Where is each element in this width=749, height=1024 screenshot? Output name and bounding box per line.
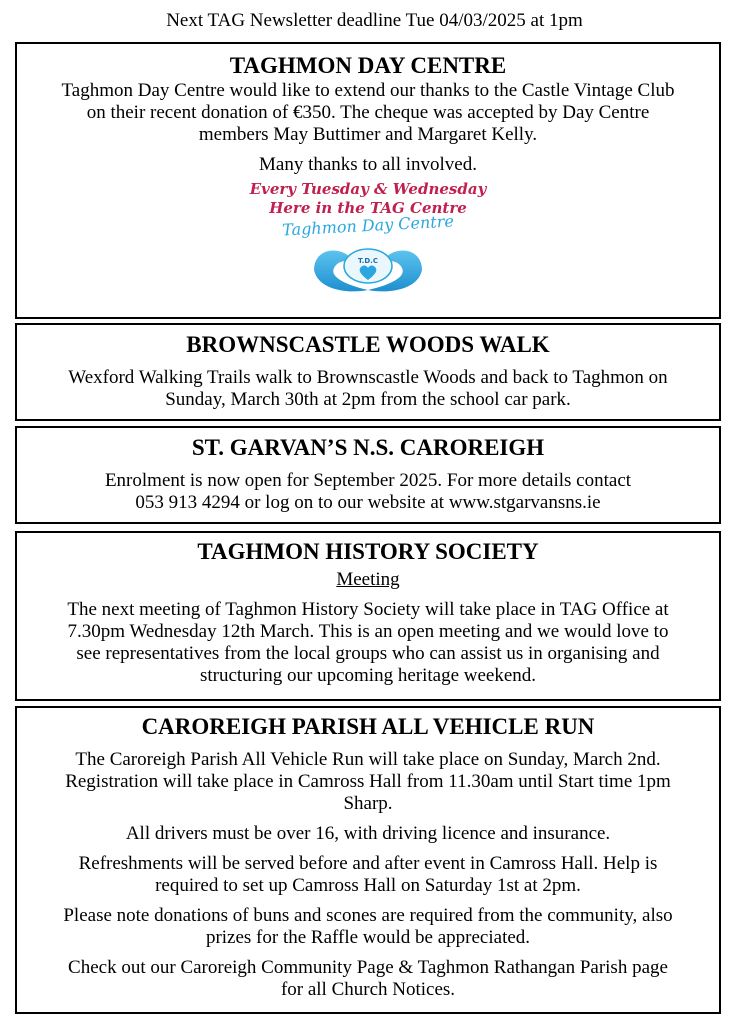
vehicle-run-section <box>15 706 721 1014</box>
vehicle-run-line: required to set up Camross Hall on Saturday 1st at 2pm. <box>155 875 581 896</box>
vehicle-run-line: Sharp. <box>343 793 393 814</box>
walk-title: BROWNSCASTLE WOODS WALK <box>186 332 550 357</box>
school-body-line: 053 913 4294 or log on to our website at www.stgarvansns.ie <box>135 492 601 513</box>
day-centre-section <box>15 42 721 319</box>
hands-heart-icon <box>308 240 428 296</box>
day-centre-body-line: on their recent donation of €350. The cheque was accepted by Day Centre <box>86 102 650 123</box>
school-title: ST. GARVAN’S N.S. CAROREIGH <box>191 435 545 460</box>
logo-line-2: Here in the TAG Centre <box>269 199 467 217</box>
history-body-line: structuring our upcoming heritage weekend. <box>199 665 537 686</box>
vehicle-run-title: CAROREIGH PARISH ALL VEHICLE RUN <box>141 714 595 739</box>
history-title: TAGHMON HISTORY SOCIETY <box>197 539 539 564</box>
history-body-line: see representatives from the local groups who can assist us in organising and <box>76 643 660 664</box>
history-body-line: The next meeting of Taghmon History Society will take place in TAG Office at <box>67 599 669 620</box>
day-centre-thanks: Many thanks to all involved. <box>259 154 477 175</box>
history-section <box>15 531 721 701</box>
school-body-line: Enrolment is now open for September 2025. For more details contact <box>104 470 632 491</box>
history-body-line: 7.30pm Wednesday 12th March. This is an open meeting and we would love to <box>67 621 669 642</box>
logo-badge: T.D.C <box>358 257 378 265</box>
walk-section <box>15 323 721 421</box>
vehicle-run-line: Check out our Caroreigh Community Page & Taghmon Rathangan Parish page <box>68 957 668 978</box>
history-subtitle: Meeting <box>336 569 400 590</box>
day-centre-body-line: Taghmon Day Centre would like to extend our thanks to the Castle Vintage Club <box>61 80 675 101</box>
logo-arc-text: Taghmon Day Centre <box>281 211 455 240</box>
logo-line-1: Every Tuesday & Wednesday <box>249 180 487 198</box>
school-section <box>15 426 721 524</box>
vehicle-run-line: Registration will take place in Camross Hall from 11.30am until Start time 1pm <box>65 771 671 792</box>
day-centre-title: TAGHMON DAY CENTRE <box>229 53 507 78</box>
vehicle-run-line: The Caroreigh Parish All Vehicle Run will take place on Sunday, March 2nd. <box>75 749 661 770</box>
walk-body-line: Wexford Walking Trails walk to Brownscastle Woods and back to Taghmon on <box>68 367 668 388</box>
vehicle-run-line: for all Church Notices. <box>280 979 456 1000</box>
vehicle-run-line: Please note donations of buns and scones are required from the community, also <box>63 905 673 926</box>
walk-body-line: Sunday, March 30th at 2pm from the school car park. <box>165 389 571 410</box>
day-centre-body-line: members May Buttimer and Margaret Kelly. <box>198 124 538 145</box>
vehicle-run-line: Refreshments will be served before and after event in Camross Hall. Help is <box>78 853 658 874</box>
vehicle-run-line: All drivers must be over 16, with driving licence and insurance. <box>125 823 611 844</box>
vehicle-run-line: prizes for the Raffle would be appreciated. <box>205 927 531 948</box>
newsletter-deadline: Next TAG Newsletter deadline Tue 04/03/2025 at 1pm <box>166 10 583 31</box>
day-centre-logo <box>223 180 513 298</box>
